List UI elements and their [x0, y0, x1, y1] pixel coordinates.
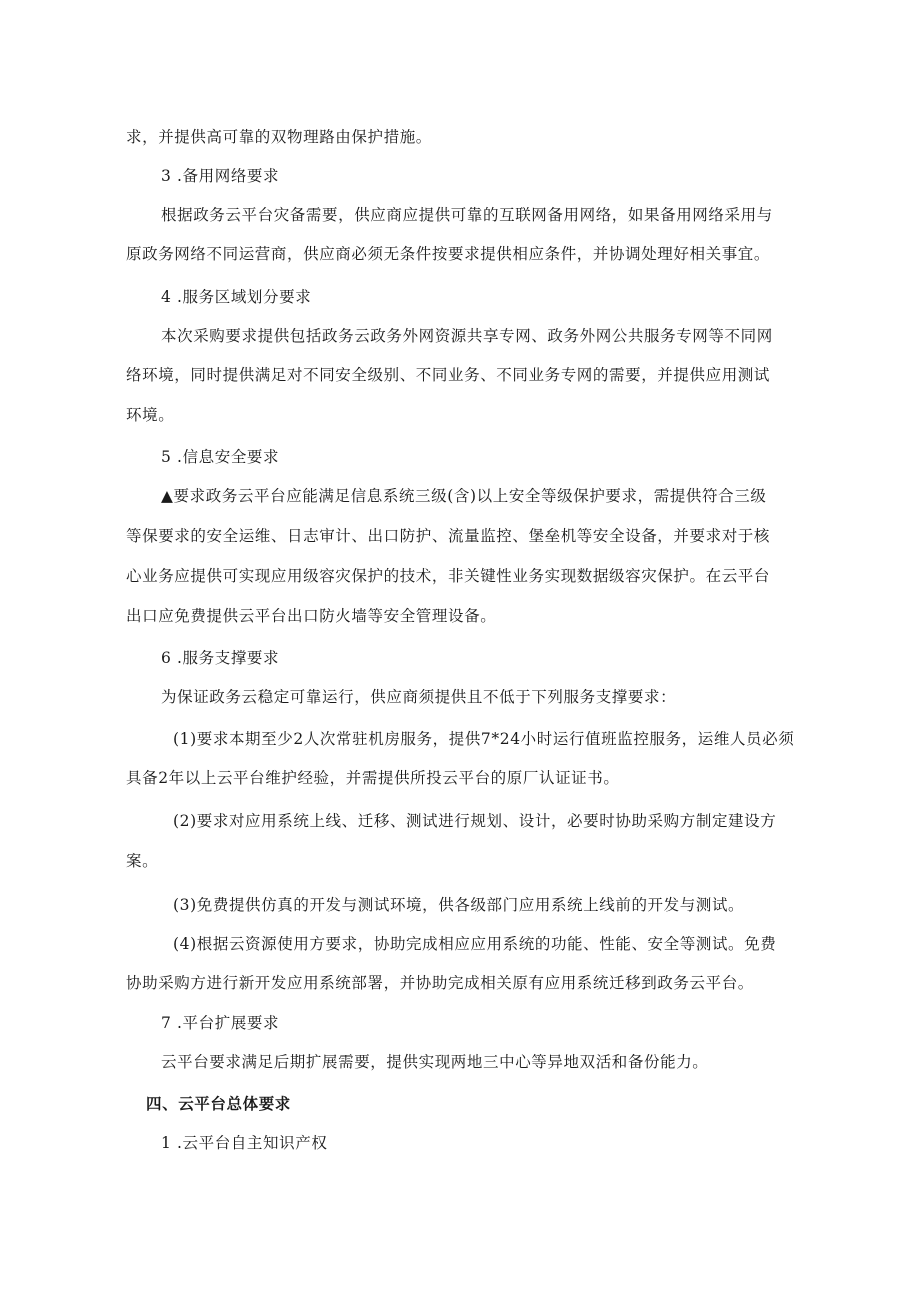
section-heading: 7 .平台扩展要求	[161, 1014, 280, 1032]
paragraph-line: 出口应免费提供云平台出口防火墙等安全管理设备。	[126, 607, 497, 625]
paragraph-line: 协助采购方进行新开发应用系统部署，并协助完成相关原有应用系统迁移到政务云平台。	[126, 974, 754, 992]
paragraph-line: 等保要求的安全运维、日志审计、出口防护、流量监控、堡垒机等安全设备，并要求对于核	[126, 527, 771, 545]
section-heading: 5 .信息安全要求	[161, 448, 280, 466]
section-heading: 4 .服务区域划分要求	[161, 288, 312, 306]
section-heading: 1 .云平台自主知识产权	[161, 1134, 328, 1152]
paragraph-line: (1)要求本期至少2人次常驻机房服务，提供7*24小时运行值班监控服务，运维人员必须	[173, 730, 795, 748]
paragraph-line: 络环境，同时提供满足对不同安全级别、不同业务、不同业务专网的需要，并提供应用测试	[126, 366, 771, 384]
section-heading: 6 .服务支撑要求	[161, 649, 280, 667]
chapter-heading: 四、云平台总体要求	[146, 1094, 291, 1113]
paragraph-line: (3)免费提供仿真的开发与测试环境，供各级部门应用系统上线前的开发与测试。	[173, 896, 745, 914]
paragraph-line: 云平台要求满足后期扩展需要，提供实现两地三中心等异地双活和备份能力。	[161, 1053, 709, 1071]
paragraph-line: ▲要求政务云平台应能满足信息系统三级(含)以上安全等级保护要求，需提供符合三级	[161, 487, 767, 505]
paragraph-line: (4)根据云资源使用方要求，协助完成相应应用系统的功能、性能、安全等测试。免费	[173, 935, 777, 953]
paragraph-line: 案。	[126, 852, 159, 870]
paragraph-line: 具备2年以上云平台维护经验，并需提供所投云平台的原厂认证证书。	[126, 769, 620, 787]
section-heading: 3 .备用网络要求	[161, 167, 280, 185]
paragraph-line: 为保证政务云稳定可靠运行，供应商须提供且不低于下列服务支撑要求：	[161, 688, 677, 706]
paragraph-line: (2)要求对应用系统上线、迁移、测试进行规划、设计，必要时协助采购方制定建设方	[173, 812, 777, 830]
paragraph-line: 求，并提供高可靠的双物理路由保护措施。	[126, 128, 432, 146]
paragraph-line: 环境。	[126, 406, 175, 424]
paragraph-line: 原政务网络不同运营商，供应商必须无条件按要求提供相应条件，并协调处理好相关事宜。	[126, 245, 771, 263]
paragraph-line: 根据政务云平台灾备需要，供应商应提供可靠的互联网备用网络，如果备用网络采用与	[161, 206, 773, 224]
paragraph-line: 本次采购要求提供包括政务云政务外网资源共享专网、政务外网公共服务专网等不同网	[161, 327, 773, 345]
paragraph-line: 心业务应提供可实现应用级容灾保护的技术，非关键性业务实现数据级容灾保护。在云平台	[126, 567, 771, 585]
